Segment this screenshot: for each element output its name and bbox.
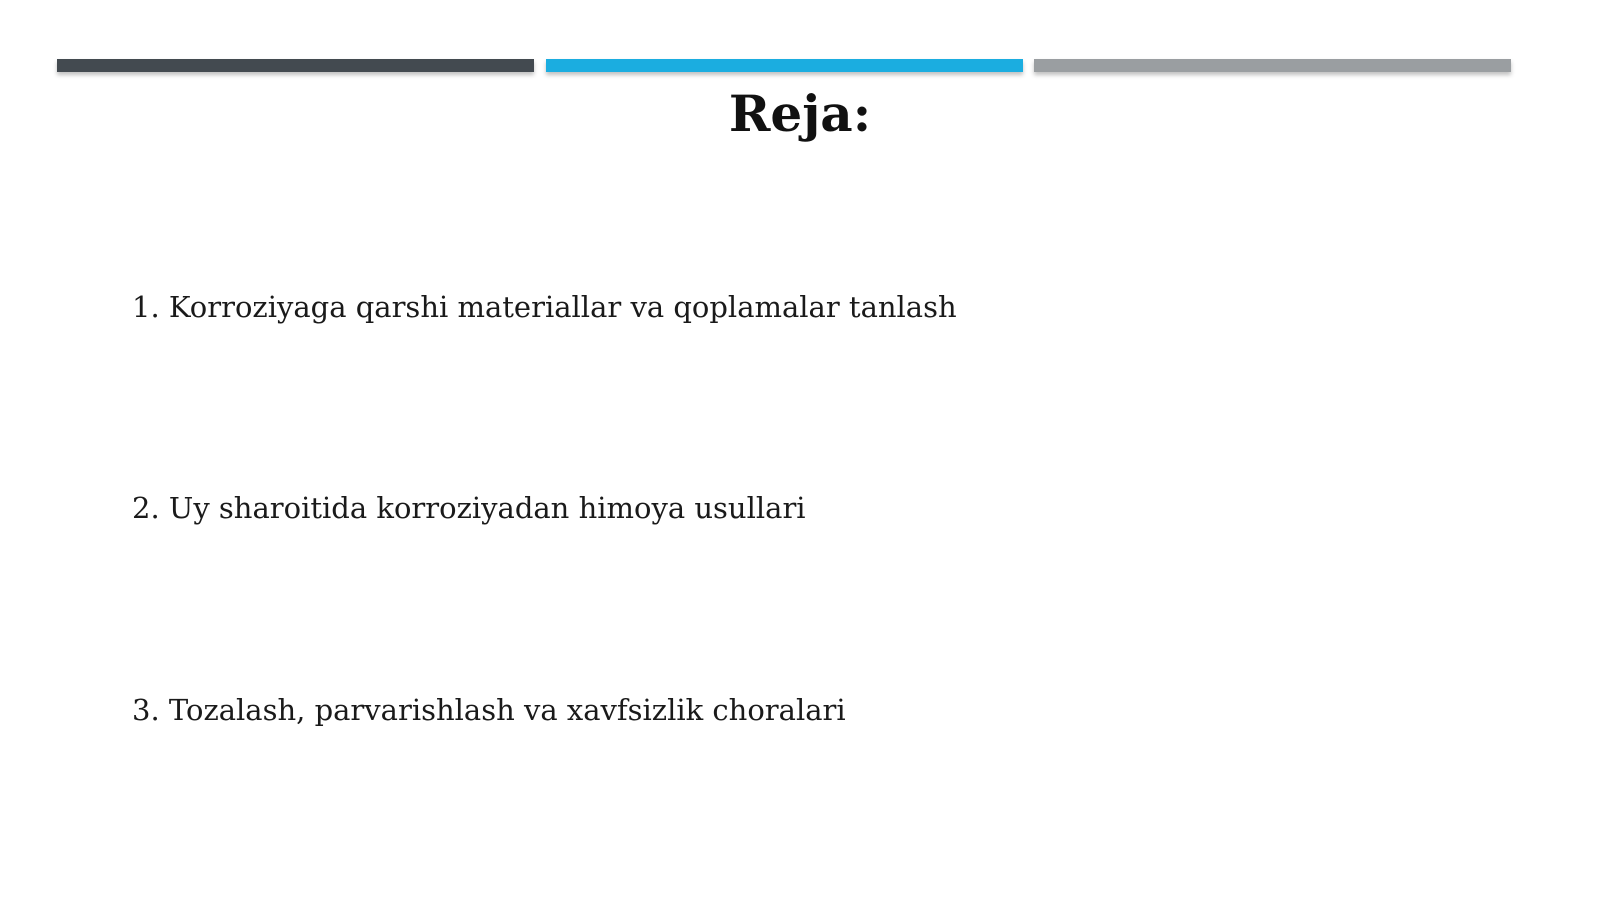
slide-title: Reja: <box>728 84 872 143</box>
header-bar-dark <box>57 59 534 72</box>
header-bar-accent <box>546 59 1023 72</box>
plan-item-2: 2. Uy sharoitida korroziyadan himoya usullari <box>132 491 806 525</box>
plan-item-1: 1. Korroziyaga qarshi materiallar va qoplamalar tanlash <box>132 290 957 324</box>
plan-item-3: 3. Tozalash, parvarishlash va xavfsizlik choralari <box>132 693 846 727</box>
header-bar-gray <box>1034 59 1511 72</box>
